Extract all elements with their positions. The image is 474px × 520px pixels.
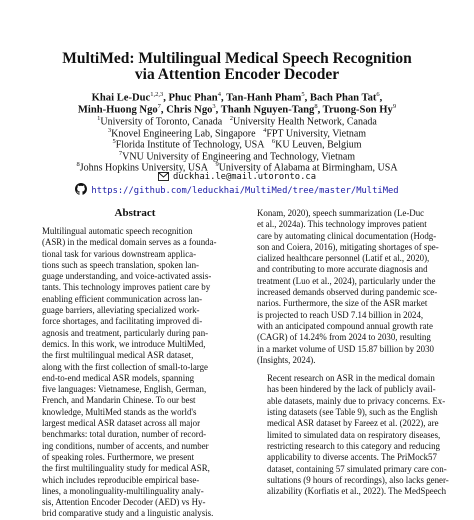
text-line: guage barriers, alleviating specialized work- bbox=[42, 305, 200, 316]
text-line: tional task for various downstream applica- bbox=[42, 248, 197, 259]
text-line: limited to simulated data on respiratory diseases, bbox=[267, 429, 441, 440]
affiliation-marker: 6 bbox=[271, 138, 276, 145]
text-line: sis, Attention Encoder Decoder (AED) vs Hy- bbox=[42, 497, 206, 508]
text-line: narios. Furthermore, the size of the ASR market bbox=[257, 298, 428, 309]
text-line: (CAGR) of 14.24% from 2024 to 2030, resulting bbox=[257, 332, 431, 343]
text-line: benchmarks: total duration, number of record- bbox=[42, 429, 207, 440]
text-line: tions such as speech translation, spoken lan- bbox=[42, 259, 200, 270]
affiliation: KU Leuven, Belgium bbox=[275, 139, 362, 151]
text-line: alizability (Korfiatis et al., 2022). The MedSpeech bbox=[267, 486, 447, 497]
affiliation: Johns Hopkins University, USA bbox=[79, 162, 208, 174]
author-affiliation-marker: 9 bbox=[392, 103, 397, 110]
github-line bbox=[0, 183, 474, 199]
text-line: medical ASR dataset by Fareez et al. (2022), are bbox=[267, 418, 439, 429]
author: Truong-Son Hy bbox=[322, 104, 393, 116]
affiliation: FPT University, Vietnam bbox=[266, 127, 367, 139]
affiliation-marker: 5 bbox=[112, 138, 116, 145]
text-line: tants. This technology improves patient care by bbox=[42, 282, 211, 293]
text-line: in a market volume of USD 15.87 billion by 2030 bbox=[257, 343, 434, 354]
text-line: increased demands observed during pandemic sce- bbox=[257, 287, 438, 298]
author: Chris Ngo bbox=[166, 104, 213, 116]
title-line-2: via Attention Encoder Decoder bbox=[134, 66, 340, 83]
text-line: end-to-end medical ASR models, spanning bbox=[42, 372, 195, 383]
text-line: son and Coiera, 2016), mitigating shortages of spe- bbox=[257, 241, 439, 252]
text-line: of speaking roles. Furthermore, we present bbox=[42, 451, 195, 462]
text-line: along with the first collection of small-to-large bbox=[42, 361, 208, 372]
text-line: the first multilingual medical ASR dataset, bbox=[42, 350, 194, 361]
text-line: (Insights, 2024). bbox=[257, 354, 316, 365]
affiliation-marker: 4 bbox=[263, 126, 267, 134]
text-line: has been hindered by the lack of publicly avail- bbox=[267, 384, 436, 395]
text-line: Multilingual automatic speech recognition bbox=[42, 226, 193, 236]
affiliation-marker: 3 bbox=[107, 126, 112, 134]
text-line: knowledge, MultiMed stands as the world's bbox=[42, 406, 197, 417]
text-line: lines, a monolinguality-multilinguality analy- bbox=[42, 485, 204, 496]
affiliation: University of Toronto, Canada bbox=[100, 116, 223, 128]
author-affiliation-marker: 4 bbox=[217, 91, 221, 98]
email-link[interactable]: duckhai.le@mail.utoronto.ca bbox=[173, 171, 316, 182]
text-line: dataset, containing 57 simulated primary care con- bbox=[267, 463, 447, 474]
author: Minh-Huong Ngo bbox=[77, 104, 158, 116]
affiliation: University of Alabama at Birmingham, USA bbox=[218, 162, 398, 174]
text-line: sultations (9 hours of recordings), also lacks gener- bbox=[267, 474, 449, 485]
text-line: with an anticipated compound annual growth rate bbox=[257, 320, 433, 331]
text-line: Recent research on ASR in the medical domain bbox=[267, 373, 435, 384]
text-line: brid comparative study and a linguistic analysis. bbox=[42, 508, 214, 519]
text-line: the first multilinguality study for medical ASR, bbox=[42, 463, 210, 474]
affiliation-marker: 1 bbox=[97, 115, 101, 122]
text-line: care by automating clinical documentation (Hodg- bbox=[257, 230, 437, 241]
text-line: Konam, 2020), speech summarization (Le-Duc bbox=[257, 208, 425, 218]
author-affiliation-marker: 1,2,3 bbox=[150, 91, 164, 98]
author-affiliation-marker: 6 bbox=[376, 91, 380, 98]
text-line: is projected to reach USD 7.14 billion in 2024, bbox=[257, 309, 424, 320]
text-line: largest medical ASR dataset across all major bbox=[42, 418, 201, 429]
author-affiliation-marker: 3 bbox=[212, 103, 216, 110]
text-line: et al., 2024a). This technology improves patient bbox=[257, 219, 427, 230]
abstract-body bbox=[42, 226, 228, 520]
author-affiliation-marker: 8 bbox=[314, 103, 318, 110]
intro-column bbox=[257, 208, 452, 504]
text-line: guage understanding, and voice-activated assis- bbox=[42, 271, 212, 282]
author-affiliation-marker: 7 bbox=[157, 103, 161, 110]
affiliation: University Health Network, Canada bbox=[233, 116, 377, 128]
text-line: able datasets, mainly due to privacy concerns. Ex- bbox=[267, 395, 446, 406]
text-line: applicability to diverse accents. The PriMock57 bbox=[267, 452, 437, 463]
affiliation-marker: 8 bbox=[76, 161, 80, 168]
authors-line-2: Minh-Huong Ngo$^7$, Chris Ngo$^3$, Thanh Nguyen-Tang$^8$, Truong-Son Hy$^9$ bbox=[77, 103, 397, 116]
text-line: five languages: Vietnamese, English, German, bbox=[42, 384, 207, 395]
authors-line-1: Khai Le-Duc$^{1,2,3}$, Phuc Phan$^4$, Tan-Hanh Pham$^5$, Bach Phan Tat$^6$, bbox=[91, 91, 383, 104]
author: Tan-Hanh Pham bbox=[226, 92, 302, 104]
text-line: French, and Mandarin Chinese. To our best bbox=[42, 395, 196, 406]
text-line: agnosis and treatment, particularly during pan- bbox=[42, 327, 209, 338]
author: Thanh Nguyen-Tang bbox=[220, 104, 315, 116]
text-line: isting datasets (see Table 9), such as the English bbox=[267, 407, 438, 418]
abstract-heading: Abstract bbox=[114, 207, 156, 219]
text-line: cialized healthcare personnel (Latif et al., 2020), bbox=[257, 253, 430, 264]
intro-paragraph-2 bbox=[257, 373, 452, 497]
affiliation: Florida Institute of Technology, USA bbox=[115, 139, 265, 151]
github-link[interactable]: https://github.com/leduckhai/MultiMed/tree/master/MultiMed bbox=[91, 185, 399, 196]
author: Khai Le-Duc bbox=[91, 92, 151, 104]
text-line: (ASR) in the medical domain serves as a founda- bbox=[42, 237, 217, 248]
text-line: demics. In this work, we introduce MultiMed, bbox=[42, 338, 206, 349]
affiliation-marker: 7 bbox=[118, 149, 123, 157]
text-line: and contributing to more accurate diagnosis and bbox=[257, 264, 428, 275]
intro-paragraph-1 bbox=[257, 208, 452, 366]
text-line: enabling efficient communication across lan- bbox=[42, 293, 203, 304]
text-line: treatment (Luo et al., 2024), particularly under the bbox=[257, 275, 436, 286]
author-affiliation-marker: 5 bbox=[301, 91, 305, 98]
text-line: force shortages, and facilitating improved di- bbox=[42, 316, 203, 327]
title-line-1: MultiMed: Multilingual Medical Speech Recognition bbox=[62, 50, 412, 67]
github-icon bbox=[75, 183, 87, 199]
text-line: ing conditions, number of accents, and number bbox=[42, 440, 209, 451]
author: Bach Phan Tat bbox=[309, 92, 377, 104]
affiliation-marker: 2 bbox=[229, 115, 233, 122]
text-line: which includes reproducible empirical base- bbox=[42, 474, 200, 485]
text-line: restricting research to this category and reducing bbox=[267, 440, 440, 451]
affiliation: VNU University of Engineering and Technology, Vietnam bbox=[122, 150, 356, 162]
affiliation: Knovel Engineering Lab, Singapore bbox=[111, 127, 256, 139]
affiliation-marker: 9 bbox=[215, 161, 219, 168]
author: Phuc Phan bbox=[168, 92, 218, 104]
